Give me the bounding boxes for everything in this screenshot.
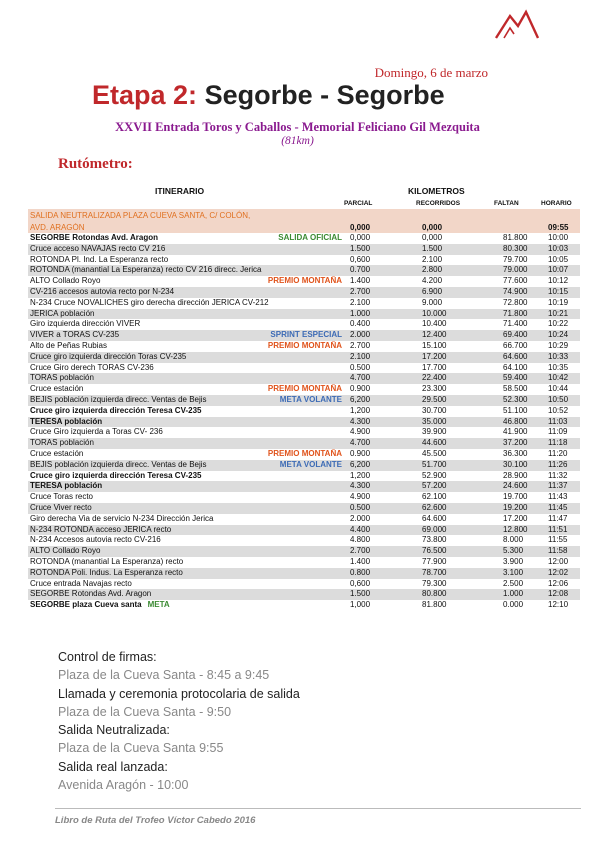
row-description bbox=[28, 579, 348, 590]
row-horario: 11:18 bbox=[546, 438, 580, 449]
row-parcial: 0.900 bbox=[350, 448, 371, 458]
table-row bbox=[28, 557, 580, 568]
row-parcial: 4.900 bbox=[350, 492, 371, 502]
row-faltan: 59.400 bbox=[501, 373, 546, 384]
row-faltan: 28.900 bbox=[503, 470, 528, 480]
row-description-text: Cruce giro izquierda dirección Teresa CV-235 bbox=[30, 405, 202, 415]
stage-date: Domingo, 6 de marzo bbox=[374, 65, 488, 80]
row-faltan: 64.600 bbox=[501, 352, 546, 363]
control-label: Salida Neutralizada: bbox=[58, 723, 170, 738]
row-faltan: 74.900 bbox=[501, 287, 546, 298]
row-horario: 10:03 bbox=[546, 244, 580, 255]
row-faltan: 1.000 bbox=[501, 589, 546, 600]
row-description bbox=[28, 330, 348, 341]
row-faltan: 0.000 bbox=[503, 600, 524, 610]
row-faltan: 8.000 bbox=[503, 535, 524, 545]
row-recorridos: 15.100 bbox=[422, 340, 447, 350]
row-description-text: VIVER a TORAS CV-235 bbox=[30, 330, 120, 340]
row-description-text: N-234 ROTONDA acceso JERICA recto bbox=[30, 524, 172, 534]
row-faltan: 79.700 bbox=[503, 254, 528, 264]
row-faltan: 19.200 bbox=[501, 503, 546, 514]
header-kilometros: KILOMETROS bbox=[408, 186, 465, 196]
row-faltan: 2.500 bbox=[503, 578, 524, 588]
row-parcial: 1.400 bbox=[350, 276, 371, 286]
control-value: Plaza de la Cueva Santa - 9:50 bbox=[58, 704, 232, 719]
table-row bbox=[28, 525, 580, 536]
row-description-text: ROTONDA Poli. Indus. La Esperanza recto bbox=[30, 567, 183, 577]
header-itinerario: ITINERARIO bbox=[155, 186, 205, 196]
row-faltan: 81.800 bbox=[503, 233, 528, 242]
row-description bbox=[28, 525, 348, 536]
row-description-text: TERESA población bbox=[30, 481, 103, 491]
row-parcial: 0,600 bbox=[350, 578, 371, 588]
row-faltan: 80.300 bbox=[501, 244, 546, 255]
row-description-text: ALTO Collado Royo bbox=[30, 546, 101, 556]
row-horario: 10:52 bbox=[548, 405, 569, 415]
row-faltan: 64.100 bbox=[503, 362, 528, 372]
row-parcial: 0.800 bbox=[348, 568, 420, 579]
control-info bbox=[58, 648, 300, 794]
control-label: Salida real lanzada: bbox=[58, 759, 168, 774]
control-value: Plaza de la Cueva Santa 9:55 bbox=[58, 741, 224, 756]
row-recorridos: 64.600 bbox=[422, 513, 447, 523]
row-recorridos: 1.500 bbox=[420, 244, 501, 255]
row-description bbox=[28, 319, 348, 330]
row-description bbox=[28, 535, 348, 546]
row-tag: META VOLANTE bbox=[279, 394, 342, 404]
row-recorridos: 73.800 bbox=[422, 535, 447, 545]
row-recorridos: 17.200 bbox=[420, 352, 501, 363]
row-parcial: 4.400 bbox=[348, 525, 420, 536]
row-description-text: Cruce Giro derech TORAS CV-236 bbox=[30, 362, 154, 372]
table-row bbox=[28, 244, 580, 255]
table-row bbox=[28, 309, 580, 320]
row-recorridos: 10.000 bbox=[420, 309, 501, 320]
table-row bbox=[28, 287, 580, 298]
table-row bbox=[28, 503, 580, 514]
row-parcial: 1,200 bbox=[350, 470, 371, 480]
row-description bbox=[28, 589, 348, 600]
table-row bbox=[28, 341, 580, 352]
row-recorridos: 12.400 bbox=[420, 330, 501, 341]
row-description bbox=[28, 438, 348, 449]
row-parcial: 1.500 bbox=[348, 244, 420, 255]
row-horario: 11:09 bbox=[548, 427, 568, 437]
row-faltan: 72.800 bbox=[503, 297, 528, 307]
row-faltan: 17.200 bbox=[503, 513, 528, 523]
stage-route: Segorbe - Segorbe bbox=[204, 80, 445, 110]
row-parcial: 0,600 bbox=[350, 254, 371, 264]
row-description-text: Cruce estación bbox=[30, 384, 84, 394]
table-row bbox=[28, 438, 580, 449]
row-parcial: 1,000 bbox=[350, 600, 371, 610]
mountain-logo-icon bbox=[494, 8, 540, 42]
row-description bbox=[28, 233, 348, 244]
page-title bbox=[92, 82, 445, 109]
row-horario: 10:29 bbox=[548, 340, 569, 350]
row-recorridos: 22.400 bbox=[420, 373, 501, 384]
row-horario: 10:33 bbox=[546, 352, 580, 363]
row-description-text: N-234 Accesos autovia recto CV-216 bbox=[30, 535, 161, 545]
table-row bbox=[28, 589, 580, 600]
row-parcial: 0.900 bbox=[350, 384, 371, 394]
row-description bbox=[28, 255, 348, 266]
row-faltan: 12.800 bbox=[501, 525, 546, 536]
row-horario: 11:37 bbox=[546, 481, 580, 492]
control-label: Control de firmas: bbox=[58, 650, 157, 664]
row-horario: 10:21 bbox=[546, 309, 580, 320]
row-recorridos: 17.700 bbox=[422, 362, 447, 372]
row-faltan: 36.300 bbox=[503, 448, 528, 458]
row-description-text: ALTO Collado Royo bbox=[30, 276, 101, 286]
row-parcial: 2.700 bbox=[350, 340, 371, 350]
row-description bbox=[28, 492, 348, 503]
row-horario: 11:26 bbox=[546, 460, 580, 471]
neutral-start-row bbox=[28, 209, 580, 223]
row-horario: 10:15 bbox=[546, 287, 580, 298]
row-recorridos: 6.900 bbox=[420, 287, 501, 298]
row-tag: PREMIO MONTAÑA bbox=[267, 276, 342, 286]
table-row bbox=[28, 363, 580, 374]
row-faltan: 30.100 bbox=[501, 460, 546, 471]
footer-divider bbox=[55, 808, 581, 809]
row-horario: 12:00 bbox=[548, 556, 569, 566]
row-horario: 10:00 bbox=[548, 233, 569, 242]
row-recorridos: 10.400 bbox=[422, 319, 447, 329]
footer-text: Libro de Ruta del Trofeo Víctor Cabedo 2016 bbox=[55, 815, 256, 826]
row-faltan: 79.000 bbox=[501, 265, 546, 276]
row-description-text: Cruce Giro izquierda a Toras CV- 236 bbox=[30, 427, 163, 437]
neutral-faltan bbox=[501, 223, 546, 233]
row-parcial: 0.500 bbox=[350, 362, 371, 372]
row-parcial: 6,200 bbox=[348, 395, 420, 406]
row-faltan: 5.300 bbox=[501, 546, 546, 557]
row-faltan: 24.600 bbox=[501, 481, 546, 492]
row-parcial: 6,200 bbox=[348, 460, 420, 471]
neutral-parcial: 0,000 bbox=[348, 223, 420, 233]
row-description bbox=[28, 265, 348, 276]
row-tag: PREMIO MONTAÑA bbox=[267, 384, 342, 394]
table-row bbox=[28, 427, 580, 438]
row-recorridos: 81.800 bbox=[422, 600, 447, 610]
row-recorridos: 2.800 bbox=[420, 265, 501, 276]
stage-distance: (81km) bbox=[281, 135, 314, 147]
row-tag: PREMIO MONTAÑA bbox=[267, 340, 342, 350]
table-row bbox=[28, 276, 580, 287]
row-parcial: 4.300 bbox=[348, 417, 420, 428]
table-row bbox=[28, 233, 580, 244]
row-parcial: 4.700 bbox=[348, 438, 420, 449]
row-tag: META bbox=[147, 600, 170, 610]
table-row bbox=[28, 481, 580, 492]
table-row bbox=[28, 546, 580, 557]
row-recorridos: 62.600 bbox=[420, 503, 501, 514]
row-description-text: Giro derecha Via de servicio N-234 Dirección Jerica bbox=[30, 513, 214, 523]
row-description-text: Cruce estación bbox=[30, 448, 84, 458]
row-recorridos: 76.500 bbox=[420, 546, 501, 557]
row-description bbox=[28, 449, 348, 460]
row-tag: META VOLANTE bbox=[279, 459, 342, 469]
row-description-text: Cruce entrada Navajas recto bbox=[30, 578, 132, 588]
row-description-text: BEJIS población izquierda direcc. Ventas de Bejis bbox=[30, 459, 207, 469]
row-recorridos: 35.000 bbox=[420, 417, 501, 428]
row-horario: 11:58 bbox=[546, 546, 580, 557]
row-horario: 11:03 bbox=[546, 417, 580, 428]
row-description bbox=[28, 384, 348, 395]
row-description bbox=[28, 395, 348, 406]
row-description bbox=[28, 514, 348, 525]
row-horario: 10:07 bbox=[546, 265, 580, 276]
row-recorridos: 57.200 bbox=[420, 481, 501, 492]
row-description-text: Cruce acceso NAVAJAS recto CV 216 bbox=[30, 243, 166, 253]
row-faltan: 52.300 bbox=[501, 395, 546, 406]
row-description-text: ROTONDA (manantial La Esperanza) recto bbox=[30, 556, 184, 566]
neutral-line2: AVD. ARAGÓN bbox=[28, 223, 348, 233]
row-parcial: 1,200 bbox=[350, 405, 371, 415]
row-description-text: ROTONDA Pl. Ind. La Esperanza recto bbox=[30, 254, 169, 264]
row-horario: 11:51 bbox=[546, 525, 580, 536]
row-recorridos: 44.600 bbox=[420, 438, 501, 449]
table-row bbox=[28, 373, 580, 384]
row-description bbox=[28, 460, 348, 471]
table-row bbox=[28, 255, 580, 266]
row-description-text: Cruce Viver recto bbox=[30, 502, 92, 512]
stage-number: Etapa 2: bbox=[92, 80, 198, 110]
row-tag: SPRINT ESPECIAL bbox=[270, 330, 342, 340]
row-horario: 10:50 bbox=[546, 395, 580, 406]
table-row bbox=[28, 535, 580, 546]
table-row bbox=[28, 265, 580, 276]
row-description bbox=[28, 373, 348, 384]
section-heading: Rutómetro: bbox=[58, 156, 133, 172]
row-description bbox=[28, 600, 348, 611]
row-description-text: CV-216 accesos autovia recto por N-234 bbox=[30, 286, 175, 296]
row-parcial: 2.100 bbox=[350, 297, 371, 307]
stage-subtitle: XXVII Entrada Toros y Caballos - Memorial Feliciano Gil Mezquita bbox=[115, 120, 480, 134]
row-description bbox=[28, 406, 348, 417]
row-horario: 10:05 bbox=[548, 254, 569, 264]
row-parcial: 1.400 bbox=[350, 556, 371, 566]
row-description-text: JERICA población bbox=[30, 308, 95, 318]
row-description-text: SEGORBE Rotondas Avd. Aragon bbox=[30, 589, 152, 599]
table-row bbox=[28, 600, 580, 611]
row-parcial: 4.700 bbox=[348, 373, 420, 384]
row-recorridos: 0,000 bbox=[422, 233, 443, 242]
row-horario: 10:24 bbox=[546, 330, 580, 341]
row-recorridos: 52.900 bbox=[422, 470, 447, 480]
row-recorridos: 39.900 bbox=[422, 427, 447, 437]
table-row bbox=[28, 514, 580, 525]
row-horario: 12:06 bbox=[548, 578, 569, 588]
row-faltan: 51.100 bbox=[503, 405, 528, 415]
row-horario: 10:12 bbox=[548, 276, 569, 286]
row-parcial: 0.500 bbox=[348, 503, 420, 514]
row-description bbox=[28, 481, 348, 492]
row-description bbox=[28, 546, 348, 557]
row-faltan: 71.400 bbox=[503, 319, 528, 329]
row-recorridos: 4.200 bbox=[422, 276, 443, 286]
row-faltan: 37.200 bbox=[501, 438, 546, 449]
row-recorridos: 2.100 bbox=[422, 254, 443, 264]
control-value: Plaza de la Cueva Santa - 8:45 a 9:45 bbox=[58, 668, 270, 683]
row-description-text: TERESA población bbox=[30, 416, 103, 426]
row-parcial: 0,000 bbox=[350, 233, 371, 242]
row-parcial: 2.000 bbox=[348, 330, 420, 341]
table-row bbox=[28, 579, 580, 590]
row-faltan: 66.700 bbox=[503, 340, 528, 350]
row-horario: 11:43 bbox=[548, 492, 568, 502]
row-faltan: 69.400 bbox=[501, 330, 546, 341]
control-value: Avenida Aragón - 10:00 bbox=[58, 778, 189, 793]
row-parcial: 2.700 bbox=[348, 287, 420, 298]
row-faltan: 77.600 bbox=[503, 276, 528, 286]
control-label: Llamada y ceremonia protocolaria de salida bbox=[58, 686, 300, 701]
table-row bbox=[28, 384, 580, 395]
row-recorridos: 69.000 bbox=[420, 525, 501, 536]
row-description-text: Giro izquierda dirección VIVER bbox=[30, 319, 141, 329]
row-horario: 11:32 bbox=[548, 470, 568, 480]
row-description-text: Cruce giro izquierda dirección Teresa CV-235 bbox=[30, 470, 202, 480]
row-description-text: Cruce Toras recto bbox=[30, 492, 93, 502]
row-description bbox=[28, 417, 348, 428]
row-description-text: N-234 Cruce NOVALICHES giro derecha dirección JERICA CV-212 bbox=[30, 297, 269, 307]
table-row bbox=[28, 417, 580, 428]
row-description bbox=[28, 298, 348, 309]
table-row bbox=[28, 471, 580, 482]
row-description-text: SEGORBE Rotondas Avd. Aragon bbox=[30, 233, 159, 242]
row-parcial: 1.500 bbox=[348, 589, 420, 600]
route-table bbox=[28, 209, 580, 611]
row-faltan: 41.900 bbox=[503, 427, 528, 437]
row-faltan: 46.800 bbox=[501, 417, 546, 428]
row-description bbox=[28, 309, 348, 320]
table-row bbox=[28, 449, 580, 460]
row-parcial: 2.100 bbox=[348, 352, 420, 363]
header-recorridos: RECORRIDOS bbox=[416, 200, 461, 207]
row-parcial: 1.000 bbox=[348, 309, 420, 320]
neutral-line1: SALIDA NEUTRALIZADA PLAZA CUEVA SANTA, C/ COLÓN, bbox=[28, 209, 348, 223]
row-description bbox=[28, 244, 348, 255]
row-recorridos: 29.500 bbox=[420, 395, 501, 406]
row-recorridos: 77.900 bbox=[422, 556, 447, 566]
row-description bbox=[28, 557, 348, 568]
row-description-text: TORAS población bbox=[30, 438, 94, 448]
row-description bbox=[28, 427, 348, 438]
row-faltan: 58.500 bbox=[503, 384, 528, 394]
row-description bbox=[28, 276, 348, 287]
table-row bbox=[28, 352, 580, 363]
row-recorridos: 80.800 bbox=[420, 589, 501, 600]
row-recorridos: 51.700 bbox=[420, 460, 501, 471]
row-horario: 11:55 bbox=[548, 535, 568, 545]
neutral-start-row-2 bbox=[28, 223, 580, 233]
row-horario: 10:19 bbox=[548, 297, 569, 307]
header-horario: HORARIO bbox=[541, 200, 572, 207]
row-horario: 12:08 bbox=[546, 589, 580, 600]
row-horario: 11:47 bbox=[548, 513, 568, 523]
row-description bbox=[28, 503, 348, 514]
row-horario: 12:10 bbox=[548, 600, 569, 610]
table-row bbox=[28, 460, 580, 471]
table-row bbox=[28, 330, 580, 341]
row-description bbox=[28, 341, 348, 352]
row-horario: 10:35 bbox=[548, 362, 569, 372]
row-parcial: 4.800 bbox=[350, 535, 371, 545]
row-description bbox=[28, 287, 348, 298]
row-horario: 10:22 bbox=[548, 319, 569, 329]
row-description bbox=[28, 363, 348, 374]
row-description-text: BEJIS población izquierda direcc. Ventas de Bejis bbox=[30, 394, 207, 404]
row-description-text: ROTONDA (manantial La Esperanza) recto CV 216 direcc. Jerica bbox=[30, 265, 262, 275]
row-recorridos: 45.500 bbox=[422, 448, 447, 458]
table-row bbox=[28, 298, 580, 309]
table-row bbox=[28, 492, 580, 503]
table-row bbox=[28, 319, 580, 330]
row-recorridos: 9.000 bbox=[422, 297, 443, 307]
neutral-horario: 09:55 bbox=[546, 223, 580, 233]
row-recorridos: 78.700 bbox=[420, 568, 501, 579]
table-row bbox=[28, 395, 580, 406]
row-description-text: TORAS población bbox=[30, 373, 94, 383]
row-horario: 10:42 bbox=[546, 373, 580, 384]
row-recorridos: 79.300 bbox=[422, 578, 447, 588]
row-recorridos: 30.700 bbox=[422, 405, 447, 415]
header-parcial: PARCIAL bbox=[344, 200, 373, 207]
row-horario: 12:02 bbox=[546, 568, 580, 579]
row-description bbox=[28, 352, 348, 363]
row-parcial: 4.300 bbox=[348, 481, 420, 492]
row-recorridos: 62.100 bbox=[422, 492, 447, 502]
row-description bbox=[28, 568, 348, 579]
row-parcial: 2.000 bbox=[350, 513, 371, 523]
row-description-text: SEGORBE plaza Cueva santa bbox=[30, 600, 142, 610]
table-row bbox=[28, 406, 580, 417]
row-recorridos: 23.300 bbox=[422, 384, 447, 394]
row-parcial: 0.700 bbox=[348, 265, 420, 276]
row-parcial: 2.700 bbox=[348, 546, 420, 557]
row-description-text: Alto de Peñas Rubias bbox=[30, 340, 107, 350]
header-faltan: FALTAN bbox=[494, 200, 519, 207]
row-faltan: 19.700 bbox=[503, 492, 528, 502]
row-faltan: 3.100 bbox=[501, 568, 546, 579]
row-faltan: 3.900 bbox=[503, 556, 524, 566]
row-parcial: 0.400 bbox=[350, 319, 371, 329]
row-description-text: Cruce giro izquierda dirección Toras CV-235 bbox=[30, 351, 187, 361]
row-horario: 10:44 bbox=[548, 384, 569, 394]
row-description bbox=[28, 471, 348, 482]
row-tag: SALIDA OFICIAL bbox=[278, 233, 342, 242]
row-tag: PREMIO MONTAÑA bbox=[267, 448, 342, 458]
neutral-recorridos: 0,000 bbox=[420, 223, 501, 233]
row-horario: 11:20 bbox=[548, 448, 568, 458]
row-faltan: 71.800 bbox=[501, 309, 546, 320]
row-horario: 11:45 bbox=[546, 503, 580, 514]
table-row bbox=[28, 568, 580, 579]
row-parcial: 4.900 bbox=[350, 427, 371, 437]
